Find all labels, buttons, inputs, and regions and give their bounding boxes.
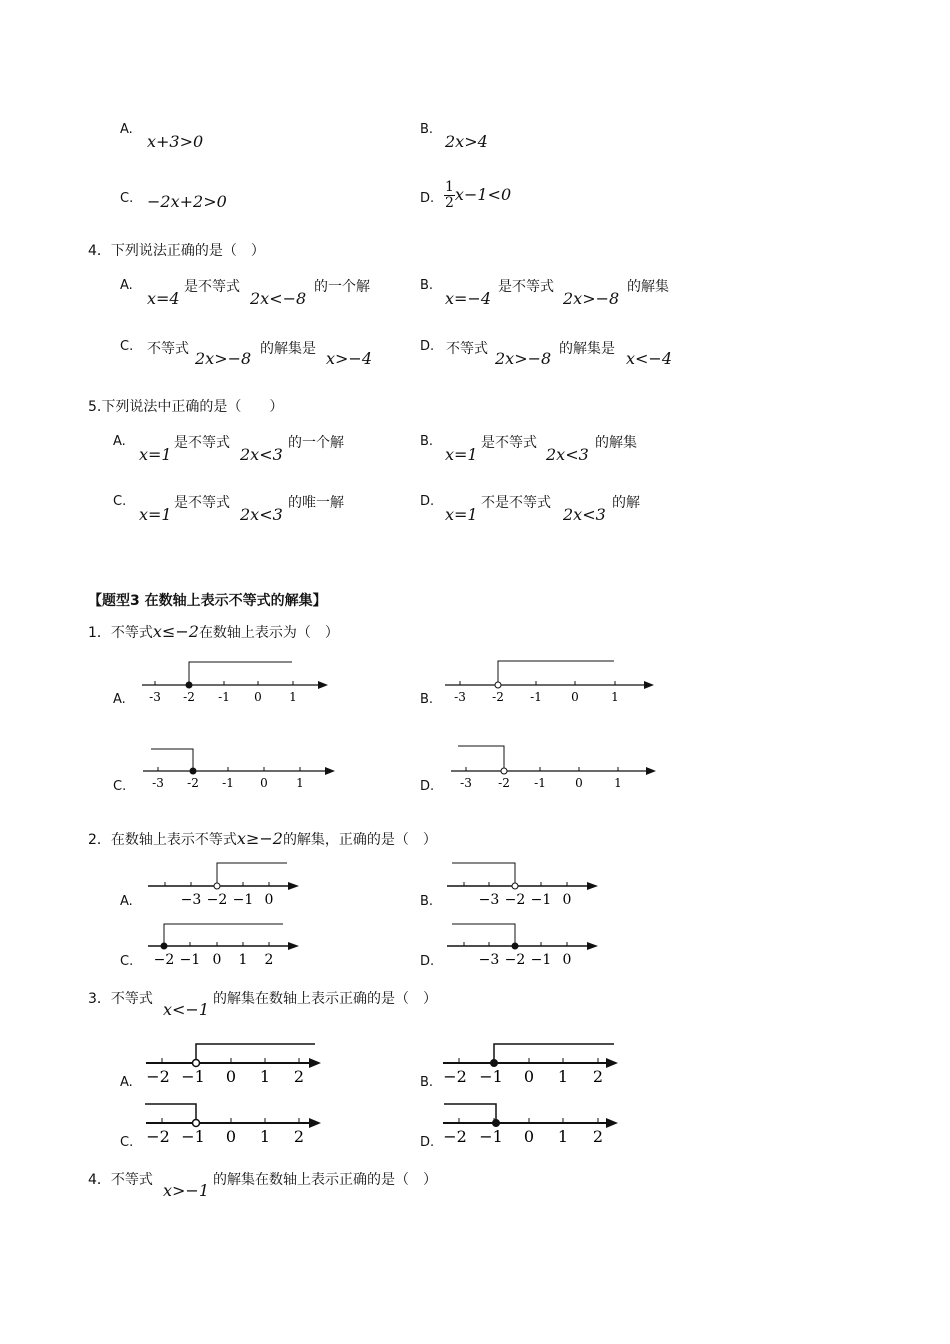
- tick-label: -1: [218, 690, 230, 704]
- tick-label: 0: [260, 776, 268, 790]
- tick-label: −1: [479, 1127, 503, 1146]
- q5-option-d-math-1: x=1: [445, 505, 478, 524]
- fraction: [444, 180, 455, 211]
- p3-numberline-c: [143, 1095, 328, 1149]
- open-endpoint: [501, 768, 507, 774]
- tick-label: 1: [289, 690, 297, 704]
- tick-label: 1: [296, 776, 304, 790]
- solution-bracket: [217, 863, 287, 883]
- solution-bracket: [189, 662, 292, 685]
- tick-label: 2: [293, 1067, 305, 1086]
- tick-label: −1: [181, 1067, 205, 1086]
- q5-option-a-text-2: 的一个解: [288, 435, 344, 451]
- tick-label: 1: [238, 952, 248, 968]
- p2-option-a-label[interactable]: A.: [120, 894, 133, 909]
- tick-label: -2: [492, 690, 504, 704]
- q5-option-b-text-1: 是不等式: [481, 435, 537, 451]
- q5-option-c-math-2: 2x<3: [240, 505, 283, 524]
- p3-stem-math: x<−1: [163, 1000, 210, 1019]
- q4-option-d-math-1: 2x>−8: [495, 349, 552, 368]
- tick-label: 0: [523, 1127, 535, 1146]
- q4-option-a-text-2: 的一个解: [314, 279, 370, 295]
- tick-label: -1: [534, 776, 546, 790]
- q3-option-d-math: x−1<0: [454, 185, 512, 204]
- tick-label: -2: [498, 776, 510, 790]
- tick-label: −2: [153, 952, 175, 968]
- axis-arrow: [606, 1118, 618, 1128]
- p4-stem-post: 的解集在数轴上表示正确的是（ ）: [213, 1172, 437, 1188]
- q5-option-d-label[interactable]: D.: [420, 494, 435, 509]
- tick-label: 0: [254, 690, 262, 704]
- tick-label: 2: [293, 1127, 305, 1146]
- q4-option-c-math-1: 2x>−8: [195, 349, 252, 368]
- tick-label: 0: [225, 1067, 237, 1086]
- axis-arrow: [318, 681, 328, 689]
- p1-numberline-b: [440, 655, 660, 705]
- tick-label: 1: [259, 1127, 271, 1146]
- tick-label: −2: [504, 952, 526, 968]
- p2-stem-pre: 2．在数轴上表示不等式: [88, 832, 237, 848]
- tick-label: 1: [611, 690, 619, 704]
- p2-stem-post: 的解集，正确的是（ ）: [282, 832, 437, 848]
- closed-endpoint: [512, 943, 518, 949]
- tick-label: -1: [222, 776, 234, 790]
- q4-stem: 4．下列说法正确的是（ ）: [88, 243, 265, 259]
- q5-option-a-label[interactable]: A.: [113, 434, 126, 449]
- p3-stem-post: 的解集在数轴上表示正确的是（ ）: [213, 991, 437, 1007]
- p2-stem-math: x≥−2: [236, 829, 283, 848]
- tick-label: 2: [592, 1067, 604, 1086]
- axis-arrow: [606, 1058, 618, 1068]
- q4-option-b-math-1: x=−4: [445, 289, 492, 308]
- tick-label: −2: [443, 1067, 467, 1086]
- p1-numberline-c: [140, 741, 350, 791]
- q4-option-a-label[interactable]: A.: [120, 278, 133, 293]
- tick-label: 1: [557, 1067, 569, 1086]
- tick-label: −1: [181, 1127, 205, 1146]
- axis-arrow: [587, 882, 598, 890]
- closed-endpoint: [491, 1060, 498, 1067]
- q4-option-a-text-1: 是不等式: [184, 279, 240, 295]
- q5-option-d-text-2: 的解: [612, 495, 640, 511]
- tick-label: −2: [146, 1127, 170, 1146]
- solution-bracket: [452, 924, 515, 946]
- p2-numberline-c: [145, 918, 305, 968]
- tick-label: -2: [187, 776, 199, 790]
- tick-label: 0: [571, 690, 579, 704]
- q3-option-b-label[interactable]: B.: [420, 122, 434, 137]
- open-endpoint: [214, 883, 220, 889]
- q4-option-d-text-1: 不等式: [446, 341, 488, 357]
- tick-label: −1: [179, 952, 201, 968]
- solution-bracket: [145, 1104, 196, 1120]
- q5-option-b-math-1: x=1: [445, 445, 478, 464]
- q5-option-c-text-1: 是不等式: [174, 495, 230, 511]
- q5-option-b-math-2: 2x<3: [546, 445, 589, 464]
- solution-bracket: [444, 1104, 496, 1123]
- q4-option-b-text-1: 是不等式: [498, 279, 554, 295]
- tick-label: -2: [183, 690, 195, 704]
- p2-stem: [88, 829, 437, 849]
- tick-label: 2: [592, 1127, 604, 1146]
- p3-option-c-label[interactable]: C.: [120, 1135, 134, 1150]
- tick-label: 1: [614, 776, 622, 790]
- q4-option-c-math-2: x>−4: [326, 349, 373, 368]
- tick-label: -3: [149, 690, 161, 704]
- solution-bracket: [498, 661, 614, 682]
- tick-label: −1: [530, 952, 552, 968]
- axis-arrow: [309, 1118, 321, 1128]
- q4-option-a-math-1: x=4: [147, 289, 180, 308]
- q4-option-c-text-2: 的解集是: [260, 341, 316, 357]
- tick-label: −2: [146, 1067, 170, 1086]
- tick-label: −2: [443, 1127, 467, 1146]
- p4-stem-math: x>−1: [163, 1181, 210, 1200]
- p3-numberline-a: [143, 1035, 328, 1089]
- tick-label: 1: [259, 1067, 271, 1086]
- tick-label: −1: [479, 1067, 503, 1086]
- p3-numberline-d: [440, 1095, 625, 1149]
- q4-option-a-math-2: 2x<−8: [250, 289, 307, 308]
- tick-label: −3: [180, 892, 202, 908]
- solution-bracket: [151, 749, 193, 771]
- p1-option-d-label[interactable]: D.: [420, 779, 435, 794]
- tick-label: 2: [264, 952, 274, 968]
- q5-option-a-math-2: 2x<3: [240, 445, 283, 464]
- open-endpoint: [512, 883, 518, 889]
- q5-option-d-math-2: 2x<3: [563, 505, 606, 524]
- axis-arrow: [646, 767, 656, 775]
- q4-option-b-math-2: 2x>−8: [563, 289, 620, 308]
- q4-option-b-text-2: 的解集: [627, 279, 669, 295]
- section-heading: 【题型3 在数轴上表示不等式的解集】: [88, 593, 327, 609]
- q5-option-a-math-1: x=1: [139, 445, 172, 464]
- solution-bracket: [164, 924, 283, 946]
- p3-option-a-label[interactable]: A.: [120, 1075, 133, 1090]
- solution-bracket: [196, 1044, 315, 1060]
- axis-arrow: [309, 1058, 321, 1068]
- p1-numberline-d: [448, 741, 663, 791]
- q5-option-a-text-1: 是不等式: [174, 435, 230, 451]
- p1-option-a-label[interactable]: A.: [113, 692, 126, 707]
- closed-endpoint: [190, 768, 196, 774]
- p1-numberline-a: [130, 655, 340, 705]
- p1-option-b-label[interactable]: B.: [420, 692, 434, 707]
- tick-label: 0: [523, 1067, 535, 1086]
- tick-label: −1: [530, 892, 552, 908]
- closed-endpoint: [186, 682, 192, 688]
- solution-bracket: [494, 1044, 614, 1063]
- open-endpoint: [495, 682, 501, 688]
- p1-stem-pre: 1．不等式: [88, 625, 153, 641]
- tick-label: 0: [212, 952, 222, 968]
- axis-arrow: [325, 767, 335, 775]
- q5-option-c-math-1: x=1: [139, 505, 172, 524]
- q4-option-d-math-2: x<−4: [626, 349, 673, 368]
- p2-option-b-label[interactable]: B.: [420, 894, 434, 909]
- axis-arrow: [644, 681, 654, 689]
- q4-option-d-label[interactable]: D.: [420, 339, 435, 354]
- solution-bracket: [452, 863, 515, 883]
- tick-label: −3: [478, 892, 500, 908]
- p2-option-d-label[interactable]: D.: [420, 954, 435, 969]
- tick-label: 0: [575, 776, 583, 790]
- tick-label: 0: [562, 952, 572, 968]
- fraction-numerator: 1: [445, 179, 454, 195]
- tick-label: −2: [206, 892, 228, 908]
- q4-option-c-label[interactable]: C.: [120, 339, 134, 354]
- q4-option-c-text-1: 不等式: [147, 341, 189, 357]
- p3-option-d-label[interactable]: D.: [420, 1135, 435, 1150]
- q5-option-c-text-2: 的唯一解: [288, 495, 344, 511]
- q3-option-b-math: 2x>4: [445, 132, 488, 151]
- p2-numberline-d: [444, 918, 604, 968]
- closed-endpoint: [493, 1120, 500, 1127]
- p3-numberline-b: [440, 1035, 625, 1089]
- axis-arrow: [288, 882, 299, 890]
- q3-option-a-label[interactable]: A.: [120, 122, 133, 137]
- tick-label: -3: [152, 776, 164, 790]
- tick-label: 0: [225, 1127, 237, 1146]
- p4-stem-pre: 4．不等式: [88, 1172, 153, 1188]
- tick-label: 1: [557, 1127, 569, 1146]
- axis-arrow: [587, 942, 598, 950]
- tick-label: −1: [232, 892, 254, 908]
- q5-option-b-text-2: 的解集: [595, 435, 637, 451]
- tick-label: 0: [264, 892, 274, 908]
- tick-label: -3: [460, 776, 472, 790]
- p3-stem-pre: 3．不等式: [88, 991, 153, 1007]
- q3-option-d-label[interactable]: D.: [420, 191, 435, 206]
- tick-label: −2: [504, 892, 526, 908]
- p1-stem-math: x≤−2: [152, 622, 199, 641]
- p2-option-c-label[interactable]: C.: [120, 954, 134, 969]
- closed-endpoint: [161, 943, 167, 949]
- q3-option-c-label[interactable]: C.: [120, 191, 134, 206]
- fraction-denominator: 2: [445, 195, 454, 211]
- q4-option-b-label[interactable]: B.: [420, 278, 434, 293]
- axis-arrow: [288, 942, 299, 950]
- p1-stem-post: 在数轴上表示为（ ）: [198, 625, 339, 641]
- q5-option-b-label[interactable]: B.: [420, 434, 434, 449]
- tick-label: -1: [530, 690, 542, 704]
- q3-option-d-expression: [444, 180, 511, 211]
- tick-label: 0: [562, 892, 572, 908]
- tick-label: −3: [478, 952, 500, 968]
- p2-numberline-b: [444, 858, 604, 908]
- q5-option-c-label[interactable]: C.: [113, 494, 127, 509]
- p3-option-b-label[interactable]: B.: [420, 1075, 434, 1090]
- p1-option-c-label[interactable]: C.: [113, 779, 127, 794]
- solution-bracket: [458, 746, 504, 768]
- q5-stem: 5.下列说法中正确的是（ ）: [88, 399, 284, 415]
- p1-stem: [88, 622, 339, 642]
- p2-numberline-a: [145, 858, 305, 908]
- q3-option-a-math: x+3>0: [147, 132, 204, 151]
- q4-option-d-text-2: 的解集是: [559, 341, 615, 357]
- open-endpoint: [193, 1120, 200, 1127]
- q3-option-c-math: −2x+2>0: [147, 192, 227, 211]
- q5-option-d-text-1: 不是不等式: [481, 495, 551, 511]
- tick-label: -3: [454, 690, 466, 704]
- open-endpoint: [193, 1060, 200, 1067]
